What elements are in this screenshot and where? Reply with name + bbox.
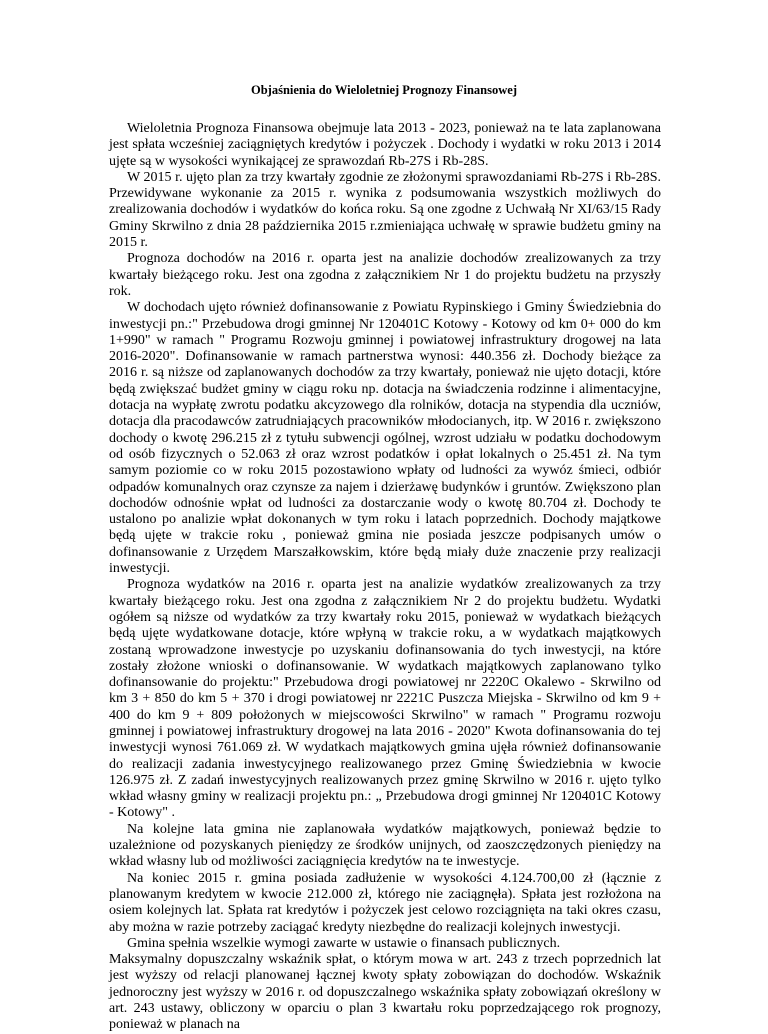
document-body <box>109 121 661 1034</box>
paragraph: Na koniec 2015 r. gmina posiada zadłużenie w wysokości 4.124.700,00 zł (łącznie z planowanym kredytem w kwocie 212.000 zł, którego nie zaciągnęła). Spłata jest rozłożona na osiem kolejnych lat. Spłata rat kredytów i pożyczek jest celowo rozciągnięta na taki okres czasu, aby można w razie potrzeby zaciągać kredyty niezbędne do realizacji kolejnych inwestycji. <box>109 870 661 935</box>
paragraph: Na kolejne lata gmina nie zaplanowała wydatków majątkowych, ponieważ będzie to uzależnione od pozyskanych pieniędzy ze środków unijnych, od zaoszczędzonych pieniędzy na wkład własny lub od możliwości zaciągnięcia kredytów na te inwestycje. <box>109 821 661 870</box>
paragraph: Prognoza wydatków na 2016 r. oparta jest na analizie wydatków zrealizowanych za trzy kwartały bieżącego roku. Jest ona zgodna z załącznikiem Nr 2 do projektu budżetu. Wydatki ogółem są niższe od wydatków za trzy kwartały roku 2015, ponieważ w wydatkach bieżących będą ujęte wydatkowane dotacje, które wpłyną w trakcie roku, a w wydatkach majątkowych zostaną wprowadzone inwestycje po uzyskaniu dofinansowania do tych inwestycji, na które zostały złożone wnioski o dofinansowanie. W wydatkach majątkowych zaplanowano tylko dofinansowanie do projektu:" Przebudowa drogi powiatowej nr 2220C Okalewo - Skrwilno od km 3 + 850 do km 5 + 370 i drogi powiatowej nr 2221C Puszcza Miejska - Skrwilno od km 9 + 400 do km 9 + 809 położonych w miejscowości Skrwilno" w ramach " Programu rozwoju gminnej i powiatowej infrastruktury drogowej na lata 2016 - 2020" Kwota dofinansowania do tej inwestycji wynosi 761.069 zł. W wydatkach majątkowych gmina ujęła również dofinansowanie do realizacji zadania inwestycyjnego realizowanego przez Gminę Świedziebnia w kwocie 126.975 zł. Z zadań inwestycyjnych realizowanych przez gminę Skrwilno w 2016 r. ujęto tylko wkład własny gminy w realizacji projektu pn.: „ Przebudowa drogi gminnej Nr 120401C Kotowy - Kotowy" . <box>109 577 661 821</box>
paragraph: W dochodach ujęto również dofinansowanie z Powiatu Rypinskiego i Gminy Świedziebnia do inwestycji pn.:" Przebudowa drogi gminnej Nr 120401C Kotowy - Kotowy od km 0+ 000 do km 1+990" w ramach " Programu Rozwoju gminnej i powiatowej infrastruktury drogowej na lata 2016-2020". Dofinansowanie w ramach partnerstwa wynosi: 440.356 zł. Dochody bieżące za 2016 r. są niższe od zaplanowanych dochodów za trzy kwartały, ponieważ nie ujęto dotacji, które będą zwiększać budżet gminy w ciągu roku np. dotacja na świadczenia rodzinne i alimentacyjne, dotacja na wypłatę zwrotu podatku akcyzowego dla rolników, dotacja na stypendia dla uczniów, dotacja dla pracodawców zatrudniających pracowników młodocianych, itp. W 2016 r. zwiększono dochody o kwotę 296.215 zł z tytułu subwencji ogólnej, wzrost udziału w podatku dochodowym od osób fizycznych o 52.063 zł oraz wzrost podatków i opłat lokalnych o 25.451 zł. Na tym samym poziomie co w roku 2015 pozostawiono wpłaty od ludności za wywóz śmieci, odbiór odpadów komunalnych oraz czynsze za najem i dzierżawę budynków i gruntów. Zwiększono plan dochodów odnośnie wpłat od ludności za dostarczanie wody o kwotę 80.704 zł. Dochody te ustalono po analizie wpłat dokonanych w tym roku i latach poprzednich. Dochody majątkowe będą ujęte w trakcie roku , ponieważ gmina nie posiada jeszcze podpisanych umów o dofinansowanie z Urzędem Marszałkowskim, które będą miały duże znaczenie przy realizacji inwestycji. <box>109 300 661 577</box>
paragraph: Maksymalny dopuszczalny wskaźnik spłat, o którym mowa w art. 243 z trzech poprzednich lat jest wyższy od relacji planowanej łącznej kwoty spłaty zobowiązan do dochodów. Wskaźnik jednoroczny jest wyższy w 2016 r. od dopuszczalnego wskaźnika spłaty zobowiązań określony w art. 243 ustawy, obliczony w oparciu o plan 3 kwartału roku poprzedzającego rok prognozy, ponieważ w planach na <box>109 952 661 1033</box>
paragraph: Wieloletnia Prognoza Finansowa obejmuje lata 2013 - 2023, ponieważ na te lata zaplanowana jest spłata wcześniej zaciągniętych kredytów i pożyczek . Dochody i wydatki w roku 2013 i 2014 ujęte są w wysokości wynikającej ze sprawozdań Rb-27S i Rb-28S. <box>109 121 661 169</box>
paragraph: Prognoza dochodów na 2016 r. oparta jest na analizie dochodów zrealizowanych za trzy kwartały bieżącego roku. Jest ona zgodna z załącznikiem Nr 1 do projektu budżetu na przyszły rok. <box>109 251 661 299</box>
page-title: Objaśnienia do Wieloletniej Prognozy Finansowej <box>251 83 517 97</box>
paragraph: Gmina spełnia wszelkie wymogi zawarte w ustawie o finansach publicznych. <box>127 935 561 951</box>
paragraph: W 2015 r. ujęto plan za trzy kwartały zgodnie ze złożonymi sprawozdaniami Rb-27S i Rb-28S. Przewidywane wykonanie za 2015 r. wynika z podsumowania wszystkich możliwych do zrealizowania dochodów i wydatków do końca roku. Są one zgodne z Uchwałą Nr XI/63/15 Rady Gminy Skrwilno z dnia 28 października 2015 r.zmieniająca uchwałę w sprawie budżetu gminy na 2015 r. <box>109 169 661 251</box>
